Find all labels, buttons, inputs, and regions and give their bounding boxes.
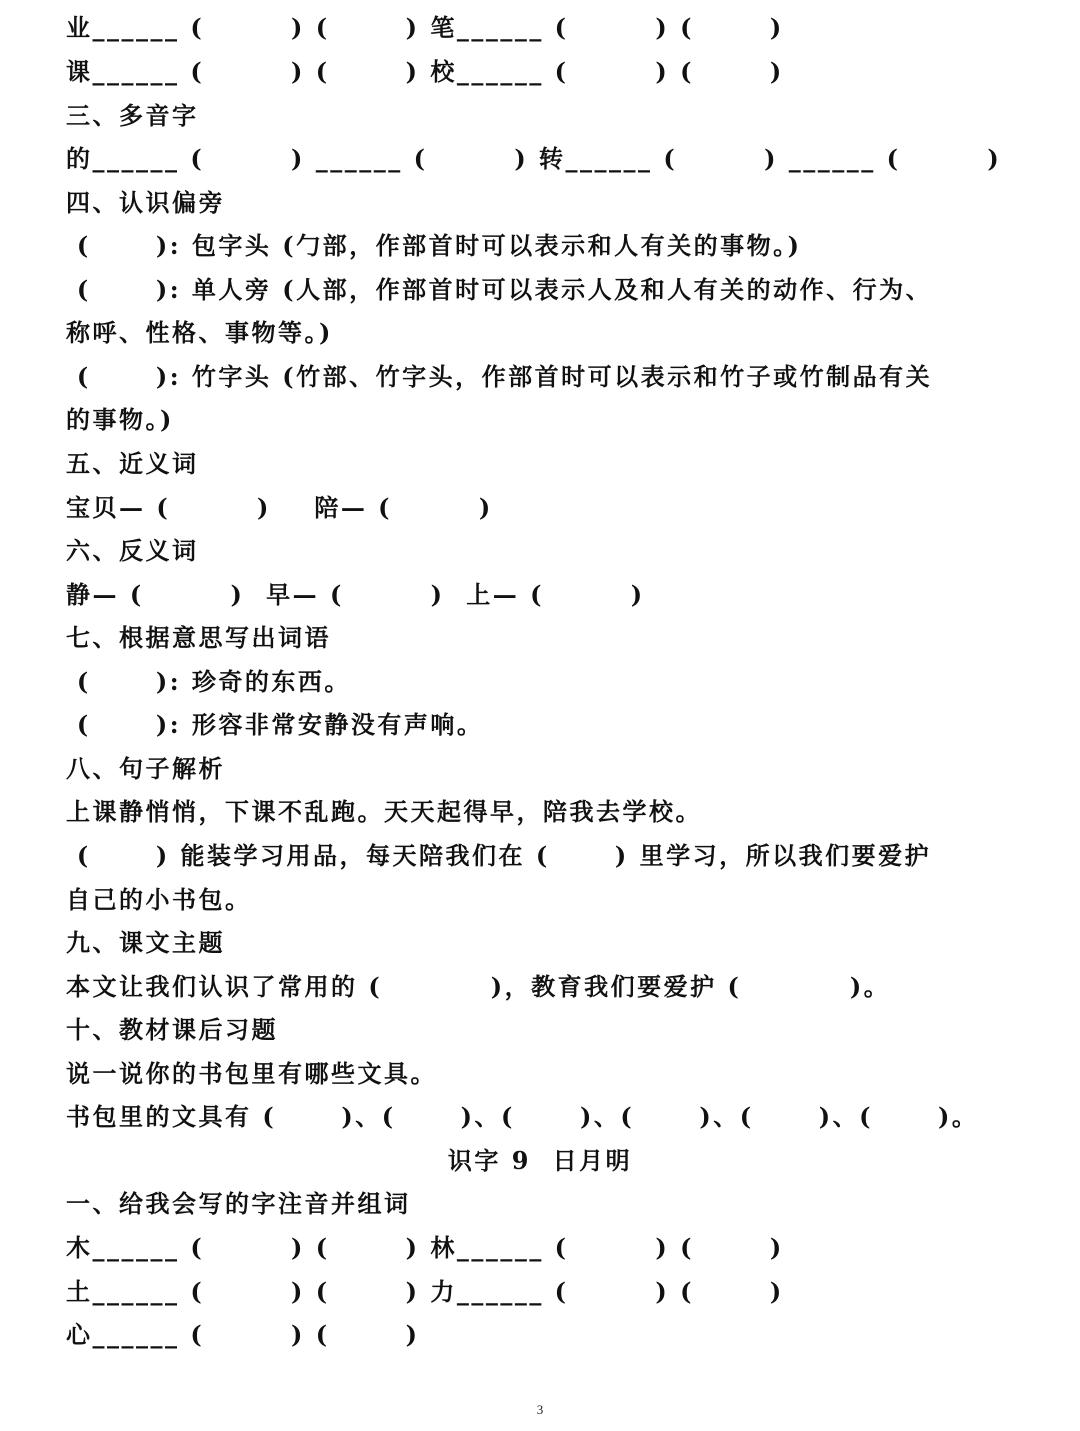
section-heading: 四、认识偏旁 <box>66 188 225 217</box>
text-line: ( ) 能装学习用品，每天陪我们在 ( ) 里学习，所以我们要爱护 <box>66 841 932 870</box>
text-line: 课______ ( ) ( ) 校______ ( ) ( ) <box>66 57 784 86</box>
text-line: 说一说你的书包里有哪些文具。 <box>66 1059 437 1088</box>
section-heading: 五、近义词 <box>66 449 199 478</box>
text-line: 称呼、性格、事物等。) <box>66 318 333 347</box>
text-line: 土______ ( ) ( ) 力______ ( ) ( ) <box>66 1277 784 1306</box>
page-number: 3 <box>536 1402 544 1417</box>
text-line: 上课静悄悄，下课不乱跑。天天起得早，陪我去学校。 <box>66 797 702 826</box>
text-line: ( ): 珍奇的东西。 <box>66 667 351 696</box>
text-line: 书包里的文具有 ( )、( )、( )、( )、( )、( )。 <box>66 1102 979 1131</box>
section-heading: 七、根据意思写出词语 <box>66 623 331 652</box>
text-line: ( ): 竹字头 (竹部、竹字头，作部首时可以表示和竹子或竹制品有关 <box>66 362 933 391</box>
text-line: ( ): 形容非常安静没有声响。 <box>66 710 484 739</box>
text-line: ( ): 包字头 (勹部，作部首时可以表示和人有关的事物。) <box>66 231 802 260</box>
text-line: 本文让我们认识了常用的 ( )，教育我们要爱护 ( )。 <box>66 972 891 1001</box>
text-line: 的______ ( ) ______ ( ) 转______ ( ) ______ ( ) <box>66 144 1002 173</box>
text-line: 木______ ( ) ( ) 林______ ( ) ( ) <box>66 1233 784 1262</box>
lesson-title: 识字 9 日月明 <box>447 1146 633 1175</box>
text-line: 宝贝— ( ) 陪— ( ) <box>66 493 493 522</box>
text-line: 静— ( ) 早— ( ) 上— ( ) <box>66 580 645 609</box>
text-line: 自己的小书包。 <box>66 885 252 914</box>
text-line: 心______ ( ) ( ) <box>66 1320 420 1349</box>
section-heading: 三、多音字 <box>66 101 199 130</box>
section-heading: 九、课文主题 <box>66 928 225 957</box>
text-line: 的事物。) <box>66 405 174 434</box>
section-heading: 六、反义词 <box>66 536 199 565</box>
section-heading: 一、给我会写的字注音并组词 <box>66 1189 411 1218</box>
text-line: 业______ ( ) ( ) 笔______ ( ) ( ) <box>66 13 784 42</box>
section-heading: 十、教材课后习题 <box>66 1015 278 1044</box>
text-line: ( ): 单人旁 (人部，作部首时可以表示人及和人有关的动作、行为、 <box>66 275 933 304</box>
section-heading: 八、句子解析 <box>66 754 225 783</box>
